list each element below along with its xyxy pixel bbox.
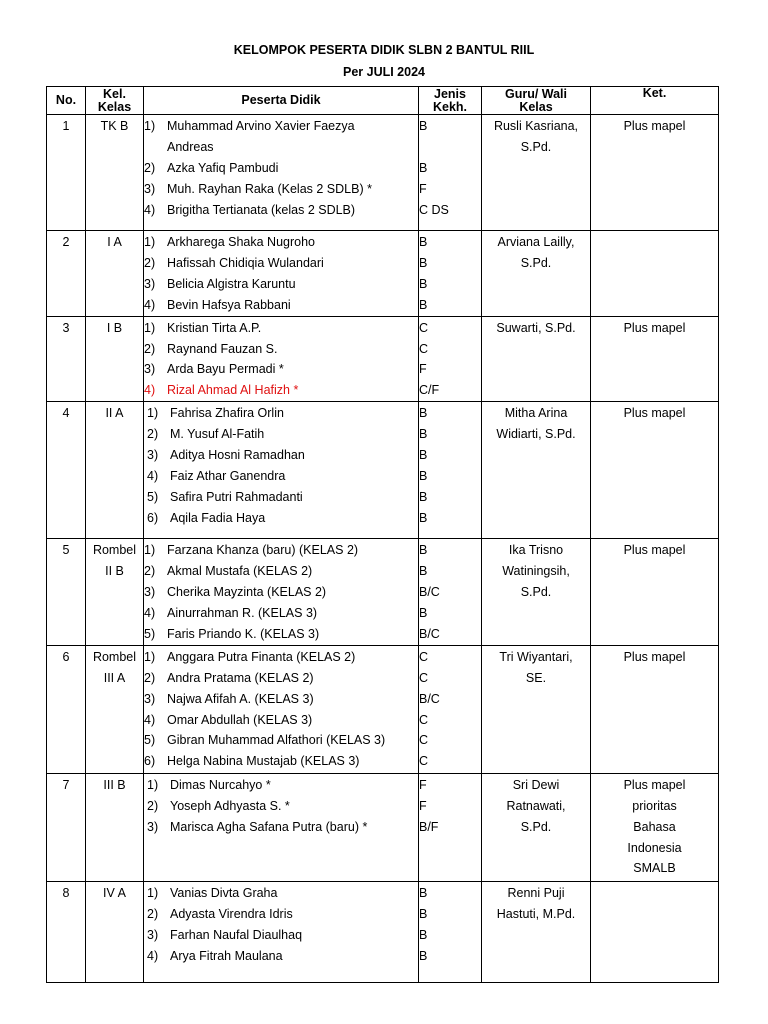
group-number-text: 8 bbox=[62, 885, 70, 900]
group-number-text: 4 bbox=[62, 406, 70, 421]
teacher-name-line: Arviana Lailly, bbox=[497, 235, 575, 249]
group-class-text: Rombel III A bbox=[92, 649, 137, 685]
student-name: Belicia Algistra Karuntu bbox=[167, 276, 296, 291]
special-needs-type: B/F bbox=[419, 819, 439, 834]
special-needs-type: B bbox=[419, 119, 428, 133]
special-needs-type: B bbox=[419, 906, 428, 921]
student-number: 2) bbox=[147, 798, 159, 813]
student-name: Azka Yafiq Pambudi bbox=[167, 160, 279, 175]
student-name: Andreas bbox=[167, 139, 214, 154]
student-entry bbox=[144, 603, 418, 624]
student-number: 4) bbox=[147, 948, 159, 963]
header-jenis: Jenis Kekh. bbox=[419, 87, 482, 115]
special-needs-type: B bbox=[419, 276, 428, 291]
teacher-name-line: Tri Wiyantari, bbox=[499, 649, 573, 664]
remarks bbox=[591, 231, 719, 317]
student-number: 1) bbox=[144, 649, 156, 664]
student-number: 4) bbox=[144, 383, 156, 398]
student-number: 4) bbox=[147, 468, 159, 483]
student-name: Adyasta Virendra Idris bbox=[170, 906, 293, 921]
special-needs-type: B bbox=[419, 489, 428, 504]
group-number bbox=[47, 115, 86, 231]
teacher-name-line: Watiningsih, bbox=[502, 564, 570, 579]
special-needs-type: C bbox=[419, 341, 429, 356]
student-number: 2) bbox=[144, 255, 156, 270]
student-entry bbox=[144, 179, 418, 200]
student-name: Marisca Agha Safana Putra (baru) * bbox=[170, 819, 368, 834]
student-number: 3) bbox=[144, 362, 156, 377]
student-name: Muhammad Arvino Xavier Faezya bbox=[167, 119, 355, 133]
student-number: 3) bbox=[147, 819, 159, 834]
homeroom-teacher bbox=[482, 881, 591, 982]
student-entry bbox=[147, 508, 418, 529]
student-entry bbox=[147, 904, 418, 925]
header-peserta: Peserta Didik bbox=[144, 87, 419, 115]
teacher-name-line: SE. bbox=[525, 670, 547, 685]
student-number: 5) bbox=[144, 626, 156, 641]
student-entry bbox=[144, 137, 418, 158]
table-row bbox=[47, 773, 719, 881]
special-needs-types bbox=[419, 316, 482, 402]
teacher-name-line: Sri Dewi bbox=[512, 777, 560, 792]
special-needs-type: B bbox=[419, 160, 428, 175]
special-needs-type: B bbox=[419, 297, 428, 312]
student-number: 2) bbox=[144, 564, 156, 579]
special-needs-type: B/C bbox=[419, 691, 440, 706]
special-needs-type: F bbox=[419, 798, 427, 813]
document-subtitle: Per JULI 2024 bbox=[343, 65, 425, 79]
special-needs-type bbox=[419, 137, 481, 158]
student-entry bbox=[144, 116, 418, 137]
student-name: Omar Abdullah (KELAS 3) bbox=[167, 712, 313, 727]
special-needs-type: B bbox=[419, 948, 428, 963]
student-number: 3) bbox=[144, 691, 156, 706]
student-number: 2) bbox=[147, 906, 159, 921]
student-entry bbox=[147, 487, 418, 508]
teacher-name-line: Mitha Arina bbox=[504, 406, 568, 421]
special-needs-types bbox=[419, 402, 482, 539]
student-list bbox=[144, 539, 419, 646]
table-row bbox=[47, 231, 719, 317]
homeroom-teacher bbox=[482, 645, 591, 773]
student-entry bbox=[144, 624, 418, 645]
remark-line: Plus mapel bbox=[623, 543, 686, 558]
student-number: 6) bbox=[147, 510, 159, 525]
student-entry bbox=[144, 339, 418, 360]
student-list bbox=[144, 881, 419, 982]
group-number-text: 2 bbox=[62, 235, 70, 249]
teacher-name-line: S.Pd. bbox=[520, 255, 552, 270]
student-name: Yoseph Adhyasta S. * bbox=[170, 798, 290, 813]
student-name: Najwa Afifah A. (KELAS 3) bbox=[167, 691, 314, 706]
student-name: Arkharega Shaka Nugroho bbox=[167, 235, 316, 249]
student-entry bbox=[147, 946, 418, 967]
student-entry bbox=[144, 730, 418, 751]
group-number-text: 6 bbox=[62, 649, 70, 664]
special-needs-type: F bbox=[419, 181, 427, 196]
student-entry bbox=[144, 158, 418, 179]
header-ket: Ket. bbox=[591, 87, 719, 115]
special-needs-type: C bbox=[419, 670, 429, 685]
teacher-name-line: S.Pd. bbox=[520, 819, 552, 834]
student-name: Kristian Tirta A.P. bbox=[167, 320, 262, 335]
header-kelas: Kel. Kelas bbox=[86, 87, 144, 115]
student-name: Andra Pratama (KELAS 2) bbox=[167, 670, 314, 685]
homeroom-teacher bbox=[482, 402, 591, 539]
remarks bbox=[591, 115, 719, 231]
group-number-text: 7 bbox=[62, 777, 70, 792]
student-name: Cherika Mayzinta (KELAS 2) bbox=[167, 585, 327, 600]
student-number: 4) bbox=[144, 297, 156, 312]
group-class bbox=[86, 539, 144, 646]
teacher-name-line: Renni Puji bbox=[507, 885, 565, 900]
student-number: 1) bbox=[147, 885, 159, 900]
special-needs-type: B bbox=[419, 510, 428, 525]
student-name: Faris Priando K. (KELAS 3) bbox=[167, 626, 320, 641]
remarks bbox=[591, 881, 719, 982]
student-name: Farzana Khanza (baru) (KELAS 2) bbox=[167, 543, 359, 558]
student-number: 2) bbox=[144, 670, 156, 685]
header-guru: Guru/ Wali Kelas bbox=[482, 87, 591, 115]
student-entry bbox=[147, 817, 418, 838]
group-class bbox=[86, 316, 144, 402]
table-row bbox=[47, 115, 719, 231]
group-class bbox=[86, 402, 144, 539]
group-class-text: III B bbox=[103, 777, 126, 792]
remark-line: Plus mapel bbox=[623, 649, 686, 664]
student-entry bbox=[144, 359, 418, 380]
student-name: Farhan Naufal Diaulhaq bbox=[170, 927, 303, 942]
student-number: 1) bbox=[147, 406, 159, 421]
group-number-text: 5 bbox=[62, 543, 70, 558]
teacher-name-line: S.Pd. bbox=[520, 585, 552, 600]
remarks bbox=[591, 539, 719, 646]
remark-line: SMALB bbox=[633, 861, 676, 876]
group-number-text: 3 bbox=[62, 320, 70, 335]
special-needs-type: B bbox=[419, 564, 428, 579]
teacher-name-line: Widiarti, S.Pd. bbox=[496, 427, 576, 442]
student-number: 4) bbox=[144, 202, 156, 217]
student-name: Hafissah Chidiqia Wulandari bbox=[167, 255, 324, 270]
student-name: Anggara Putra Finanta (KELAS 2) bbox=[167, 649, 356, 664]
student-name: Arda Bayu Permadi * bbox=[167, 362, 284, 377]
student-number: 2) bbox=[144, 341, 156, 356]
special-needs-types bbox=[419, 539, 482, 646]
student-entry bbox=[147, 925, 418, 946]
student-number: 6) bbox=[144, 754, 156, 769]
student-name: Faiz Athar Ganendra bbox=[170, 468, 286, 483]
student-entry bbox=[147, 466, 418, 487]
student-number bbox=[144, 137, 167, 158]
student-entry bbox=[144, 380, 418, 401]
student-name: M. Yusuf Al-Fatih bbox=[170, 427, 265, 442]
student-number: 2) bbox=[147, 427, 159, 442]
group-class-text: II A bbox=[105, 406, 124, 421]
special-needs-types bbox=[419, 881, 482, 982]
special-needs-type: B bbox=[419, 468, 428, 483]
teacher-name-line: Rusli Kasriana, bbox=[493, 119, 579, 133]
table-row bbox=[47, 402, 719, 539]
homeroom-teacher bbox=[482, 231, 591, 317]
student-entry bbox=[144, 200, 418, 221]
student-entry bbox=[144, 274, 418, 295]
student-name: Dimas Nurcahyo * bbox=[170, 777, 271, 792]
student-name: Vanias Divta Graha bbox=[170, 885, 278, 900]
teacher-name-line: Hastuti, M.Pd. bbox=[496, 906, 576, 921]
student-entry bbox=[144, 751, 418, 772]
student-entry bbox=[144, 561, 418, 582]
student-group-table bbox=[46, 86, 719, 983]
remark-line: Plus mapel bbox=[623, 119, 686, 133]
remark-line: prioritas bbox=[632, 798, 677, 813]
group-class bbox=[86, 231, 144, 317]
student-entry bbox=[144, 582, 418, 603]
special-needs-types bbox=[419, 231, 482, 317]
group-class-text: IV A bbox=[103, 885, 126, 900]
student-list bbox=[144, 115, 419, 231]
group-class-text: I A bbox=[107, 235, 122, 249]
special-needs-type: C/F bbox=[419, 383, 440, 398]
student-entry bbox=[147, 796, 418, 817]
special-needs-type: B bbox=[419, 235, 428, 249]
student-number: 3) bbox=[144, 585, 156, 600]
homeroom-teacher bbox=[482, 316, 591, 402]
group-number bbox=[47, 645, 86, 773]
group-number-text: 1 bbox=[62, 119, 70, 133]
student-entry bbox=[147, 424, 418, 445]
student-name: Safira Putri Rahmadanti bbox=[170, 489, 303, 504]
student-entry bbox=[144, 668, 418, 689]
student-entry bbox=[144, 689, 418, 710]
student-name: Gibran Muhammad Alfathori (KELAS 3) bbox=[167, 733, 386, 748]
student-entry bbox=[147, 883, 418, 904]
special-needs-type: B bbox=[419, 255, 428, 270]
special-needs-types bbox=[419, 645, 482, 773]
special-needs-type: C bbox=[419, 320, 429, 335]
special-needs-type: C bbox=[419, 649, 429, 664]
student-entry bbox=[144, 232, 418, 253]
homeroom-teacher bbox=[482, 115, 591, 231]
remarks bbox=[591, 402, 719, 539]
student-number: 4) bbox=[144, 712, 156, 727]
student-entry bbox=[147, 775, 418, 796]
group-class bbox=[86, 881, 144, 982]
homeroom-teacher bbox=[482, 773, 591, 881]
student-list bbox=[144, 402, 419, 539]
remark-line: Bahasa bbox=[633, 819, 676, 834]
group-class-text: I B bbox=[106, 320, 123, 335]
student-name: Fahrisa Zhafira Orlin bbox=[170, 406, 284, 421]
student-name: Raynand Fauzan S. bbox=[167, 341, 278, 356]
student-entry bbox=[144, 318, 418, 339]
table-row bbox=[47, 881, 719, 982]
student-name: Bevin Hafsya Rabbani bbox=[167, 297, 291, 312]
student-name: Rizal Ahmad Al Hafizh * bbox=[167, 383, 299, 398]
special-needs-type: B bbox=[419, 543, 428, 558]
remarks bbox=[591, 316, 719, 402]
student-number: 3) bbox=[147, 448, 159, 463]
student-number: 1) bbox=[144, 119, 156, 133]
student-entry bbox=[144, 253, 418, 274]
special-needs-type: C bbox=[419, 712, 429, 727]
special-needs-type: B bbox=[419, 448, 428, 463]
special-needs-type: F bbox=[419, 777, 427, 792]
document-title: KELOMPOK PESERTA DIDIK SLBN 2 BANTUL RIIL bbox=[233, 43, 535, 57]
special-needs-type: C DS bbox=[419, 202, 449, 217]
special-needs-types bbox=[419, 115, 482, 231]
student-number: 3) bbox=[144, 276, 156, 291]
student-name: Muh. Rayhan Raka (Kelas 2 SDLB) * bbox=[167, 181, 372, 196]
special-needs-type: B bbox=[419, 605, 428, 620]
student-entry bbox=[144, 540, 418, 561]
student-number: 5) bbox=[147, 489, 159, 504]
table-header-row bbox=[47, 87, 719, 115]
student-number: 1) bbox=[144, 320, 156, 335]
group-class bbox=[86, 645, 144, 773]
table-row bbox=[47, 539, 719, 646]
student-entry bbox=[147, 403, 418, 424]
student-number: 1) bbox=[144, 235, 156, 249]
student-number: 5) bbox=[144, 733, 156, 748]
special-needs-type: B bbox=[419, 927, 428, 942]
teacher-name-line: S.Pd. bbox=[520, 139, 552, 154]
remark-line: Plus mapel bbox=[623, 320, 686, 335]
group-number bbox=[47, 402, 86, 539]
student-number: 1) bbox=[147, 777, 159, 792]
special-needs-type: B/C bbox=[419, 585, 440, 600]
teacher-name-line: Ratnawati, bbox=[506, 798, 566, 813]
group-class bbox=[86, 773, 144, 881]
remarks bbox=[591, 645, 719, 773]
student-list bbox=[144, 773, 419, 881]
group-class-text: TK B bbox=[100, 119, 129, 133]
remarks bbox=[591, 773, 719, 881]
student-list bbox=[144, 316, 419, 402]
student-entry bbox=[147, 445, 418, 466]
teacher-name-line: Suwarti, S.Pd. bbox=[496, 320, 576, 335]
student-number: 3) bbox=[144, 181, 156, 196]
group-class bbox=[86, 115, 144, 231]
student-number: 3) bbox=[147, 927, 159, 942]
special-needs-type: B bbox=[419, 427, 428, 442]
student-name: Aqila Fadia Haya bbox=[170, 510, 266, 525]
student-entry bbox=[144, 295, 418, 316]
student-name: Aditya Hosni Ramadhan bbox=[170, 448, 305, 463]
group-number bbox=[47, 881, 86, 982]
group-number bbox=[47, 539, 86, 646]
student-number: 4) bbox=[144, 605, 156, 620]
group-class-text: Rombel II B bbox=[92, 543, 137, 579]
student-name: Akmal Mustafa (KELAS 2) bbox=[167, 564, 313, 579]
student-name: Arya Fitrah Maulana bbox=[170, 948, 283, 963]
student-number: 2) bbox=[144, 160, 156, 175]
table-row bbox=[47, 645, 719, 773]
student-number: 1) bbox=[144, 543, 156, 558]
homeroom-teacher bbox=[482, 539, 591, 646]
student-name: Ainurrahman R. (KELAS 3) bbox=[167, 605, 318, 620]
table-row bbox=[47, 316, 719, 402]
group-number bbox=[47, 773, 86, 881]
remark-line: Plus mapel bbox=[623, 777, 686, 792]
student-name: Brigitha Tertianata (kelas 2 SDLB) bbox=[167, 202, 356, 217]
teacher-name-line: Ika Trisno bbox=[508, 543, 564, 558]
special-needs-type: B bbox=[419, 406, 428, 421]
remark-line: Indonesia bbox=[627, 840, 682, 855]
student-name: Helga Nabina Mustajab (KELAS 3) bbox=[167, 754, 360, 769]
remark-line: Plus mapel bbox=[623, 406, 686, 421]
special-needs-type: F bbox=[419, 362, 427, 377]
student-entry bbox=[144, 710, 418, 731]
special-needs-type: C bbox=[419, 754, 429, 769]
student-list bbox=[144, 645, 419, 773]
group-number bbox=[47, 316, 86, 402]
student-list bbox=[144, 231, 419, 317]
student-entry bbox=[144, 647, 418, 668]
group-number bbox=[47, 231, 86, 317]
special-needs-type: B/C bbox=[419, 626, 440, 641]
header-no: No. bbox=[47, 87, 86, 115]
special-needs-type: C bbox=[419, 733, 429, 748]
special-needs-type: B bbox=[419, 885, 428, 900]
special-needs-types bbox=[419, 773, 482, 881]
